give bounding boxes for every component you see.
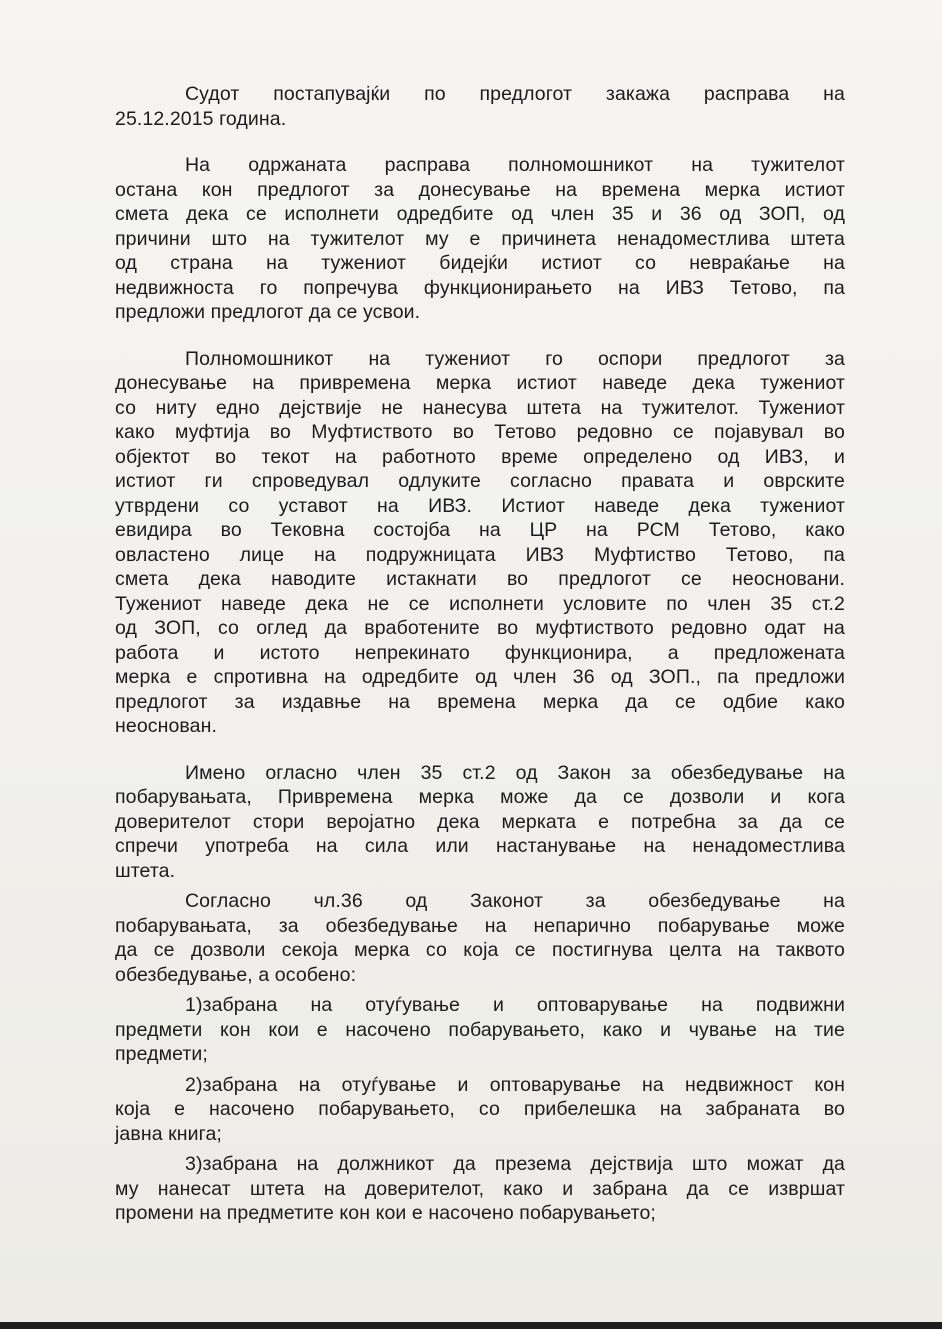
text-line: побарувањата, Привремена мерка може да се дозволи и кога	[115, 786, 845, 808]
text-line: од страна на тужениот бидејќи истиот со невраќање на	[115, 252, 845, 274]
text-line: предлогот за издавње на времена мерка да се одбие како	[115, 690, 845, 713]
text-line: доверителот стори веројатно дека мерката е потребна за да се	[115, 810, 845, 833]
document-body	[115, 82, 845, 1226]
text-line: На одржаната расправа полномошникот на тужителот	[185, 154, 845, 176]
paragraph-gap	[115, 325, 845, 347]
text-line: 1)забрана на отуѓување и оптоварување на подвижни	[185, 994, 845, 1016]
text-line: евидира во Тековна состојба на ЦР на РСМ Тетово, како	[115, 519, 845, 541]
text-line: утврдени со уставот на ИВЗ. Истиот наведе дека тужениот	[115, 494, 845, 517]
text-line: овластено лице на подружницата ИВЗ Муфтиство Тетово, па	[115, 543, 845, 566]
text-line: мерка е спротивна на одредбите од член 36 од ЗОП., па предложи	[115, 666, 845, 688]
text-line: 2)забрана на отуѓување и оптоварување на недвижност кон	[185, 1073, 845, 1096]
paragraph-gap	[115, 131, 845, 153]
text-line: штета.	[115, 859, 176, 882]
text-line: со ниту едно дејствије не нанесува штета на тужителот. Тужениот	[115, 396, 845, 419]
text-line: од ЗОП, со оглед да вработените во муфтиството редовно одат на	[115, 617, 845, 639]
text-line: Полномошникот на тужениот го оспори предлогот за	[185, 347, 845, 370]
text-line: донесување на привремена мерка истиот наведе дека тужениот	[115, 372, 845, 394]
text-line: обезбедување, а особено:	[115, 963, 357, 986]
text-line: истиот ги спроведувал одлуките согласно правата и оврските	[115, 470, 845, 492]
text-line: која е насочено побарувањето, со прибелешка на забраната во	[115, 1098, 845, 1120]
text-line: Согласно чл.36 од Законот за обезбедување на	[185, 890, 845, 912]
text-line: смета дека наводите истакнати во предлогот се неосновани.	[115, 568, 845, 590]
bottom-edge	[0, 1322, 942, 1329]
text-line: предмети кон кои е насочено побарувањето, како и чување на тие	[115, 1018, 845, 1041]
text-line: јавна книга;	[115, 1122, 222, 1145]
text-line: како муфтија во Муфтиството во Тетово редовно се појавувал во	[115, 421, 845, 443]
paragraph	[115, 347, 845, 739]
paragraph	[115, 889, 845, 987]
paragraph	[115, 153, 845, 325]
text-line: недвижноста го попречува функционирањето на ИВЗ Тетово, па	[115, 276, 845, 299]
text-line: 25.12.2015 година.	[115, 107, 287, 130]
text-line: неоснован.	[115, 715, 217, 737]
paragraph	[115, 761, 845, 884]
paragraph	[115, 1073, 845, 1147]
text-line: Судот постапувајќи по предлогот закажа расправа на	[185, 83, 845, 105]
text-line: 3)забрана на должникот да презема дејствија што можат да	[185, 1153, 845, 1175]
text-line: објектот во текот на работното време определено од ИВЗ, и	[115, 445, 845, 468]
text-line: предмети;	[115, 1043, 208, 1065]
text-line: предложи предлогот да се усвои.	[115, 301, 421, 323]
paragraph	[115, 82, 845, 131]
text-line: Имено огласно член 35 ст.2 од Закон за обезбедување на	[185, 761, 845, 784]
text-line: спречи употреба на сила или настанување на ненадоместлива	[115, 835, 845, 857]
text-line: Тужениот наведе дека не се исполнети условите по член 35 ст.2	[115, 592, 845, 615]
text-line: смета дека се исполнети одредбите од член 35 и 36 од ЗОП, од	[115, 203, 845, 225]
text-line: побарувањата, за обезбедување на непарично побарување може	[115, 914, 845, 937]
text-line: причини што на тужителот му е причинета ненадоместлива штета	[115, 227, 845, 250]
text-line: да се дозволи секоја мерка со која се постигнува целта на таквото	[115, 939, 845, 961]
text-line: работа и истото непрекинато функционира, а предложената	[115, 641, 845, 664]
paragraph	[115, 993, 845, 1067]
text-line: остана кон предлогот за донесување на времена мерка истиот	[115, 178, 845, 201]
paragraph-gap	[115, 739, 845, 761]
text-line: му нанесат штета на доверителот, како и забрана да се извршат	[115, 1177, 845, 1200]
paragraph	[115, 1152, 845, 1226]
text-line: промени на предметите кон кои е насочено побарувањето;	[115, 1202, 656, 1224]
